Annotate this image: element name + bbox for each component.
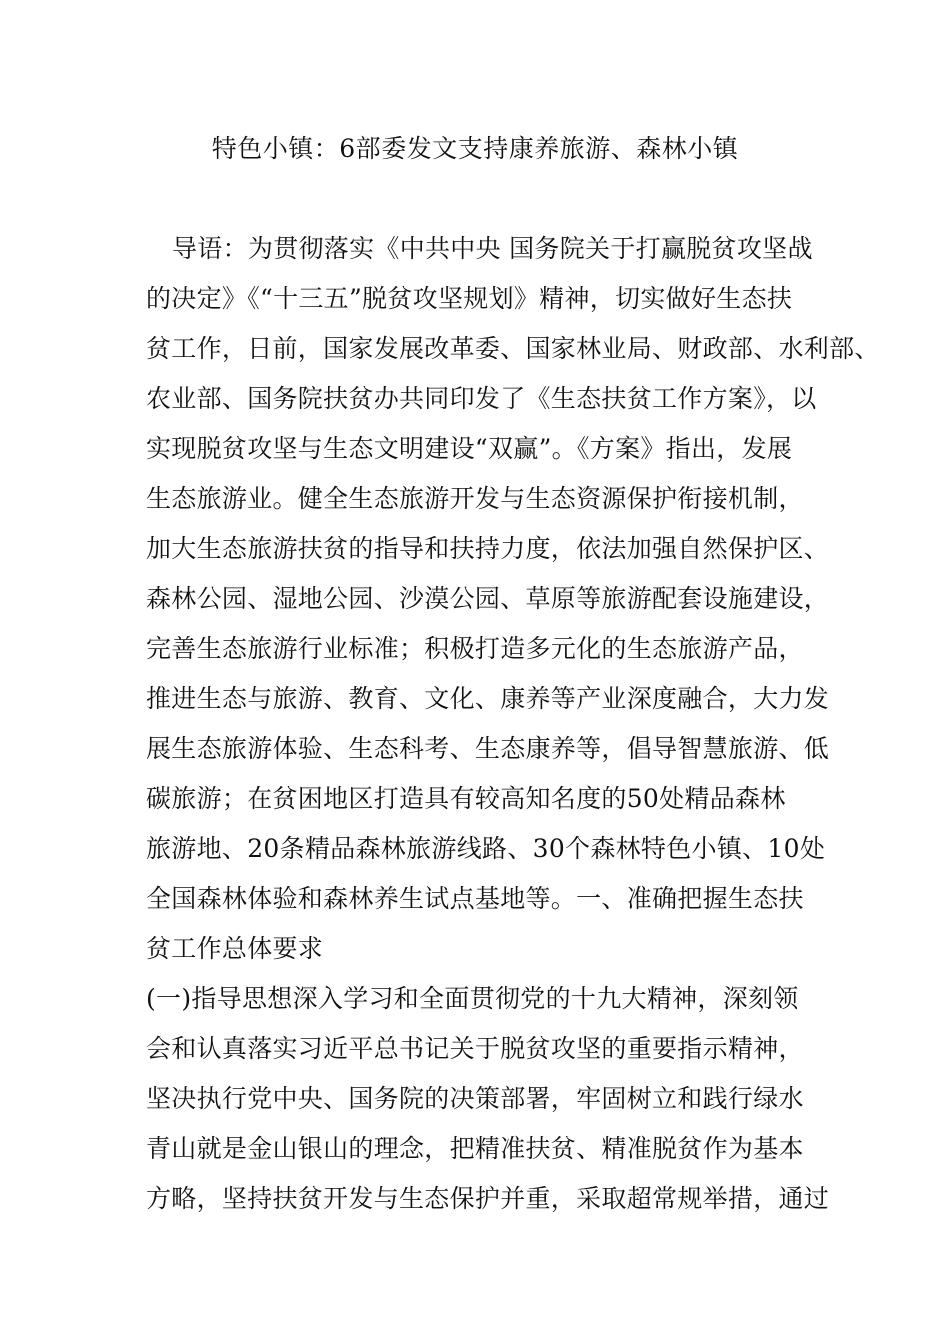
document-title: 特色小镇：6部委发文支持康养旅游、森林小镇 (211, 134, 739, 163)
paragraph-line: 加大生态旅游扶贫的指导和扶持力度，依法加强自然保护区、 (146, 534, 830, 563)
paragraph-line: 生态旅游业。健全生态旅游开发与生态资源保护衔接机制， (146, 484, 804, 513)
paragraph-line: 会和认真落实习近平总书记关于脱贫攻坚的重要指示精神， (146, 1034, 804, 1063)
paragraph-line: 碳旅游；在贫困地区打造具有较高知名度的50处精品森林 (146, 784, 786, 813)
paragraph-line: 坚决执行党中央、国务院的决策部署，牢固树立和践行绿水 (146, 1084, 804, 1113)
paragraph-line: 完善生态旅游行业标准；积极打造多元化的生态旅游产品， (146, 634, 804, 663)
paragraph-line: 旅游地、20条精品森林旅游线路、30个森林特色小镇、10处 (146, 834, 826, 863)
paragraph-line: 方略，坚持扶贫开发与生态保护并重，采取超常规举措，通过 (146, 1184, 830, 1213)
paragraph-line: 展生态旅游体验、生态科考、生态康养等，倡导智慧旅游、低 (146, 734, 830, 763)
paragraph-line: 推进生态与旅游、教育、文化、康养等产业深度融合，大力发 (146, 684, 830, 713)
paragraph-line: 贫工作总体要求 (146, 934, 324, 963)
paragraph-line: 青山就是金山银山的理念，把精准扶贫、精准脱贫作为基本 (146, 1134, 804, 1163)
paragraph-line: 森林公园、湿地公园、沙漠公园、草原等旅游配套设施建设， (146, 584, 830, 613)
paragraph-line: 贫工作，日前，国家发展改革委、国家林业局、财政部、水利部、 (146, 334, 880, 363)
paragraph-line: 农业部、国务院扶贫办共同印发了《生态扶贫工作方案》，以 (146, 384, 817, 413)
paragraph-line: 的决定》《“十三五”脱贫攻坚规划》精神，切实做好生态扶 (146, 284, 793, 313)
paragraph-line: 全国森林体验和森林养生试点基地等。一、准确把握生态扶 (146, 884, 804, 913)
paragraph-line: 实现脱贫攻坚与生态文明建设“双赢”。《方案》指出，发展 (146, 434, 793, 463)
paragraph-line: 导语：为贯彻落实《中共中央 国务院关于打赢脱贫攻坚战 (172, 234, 813, 263)
paragraph-line: (一)指导思想深入学习和全面贯彻党的十九大精神，深刻领 (146, 984, 799, 1013)
